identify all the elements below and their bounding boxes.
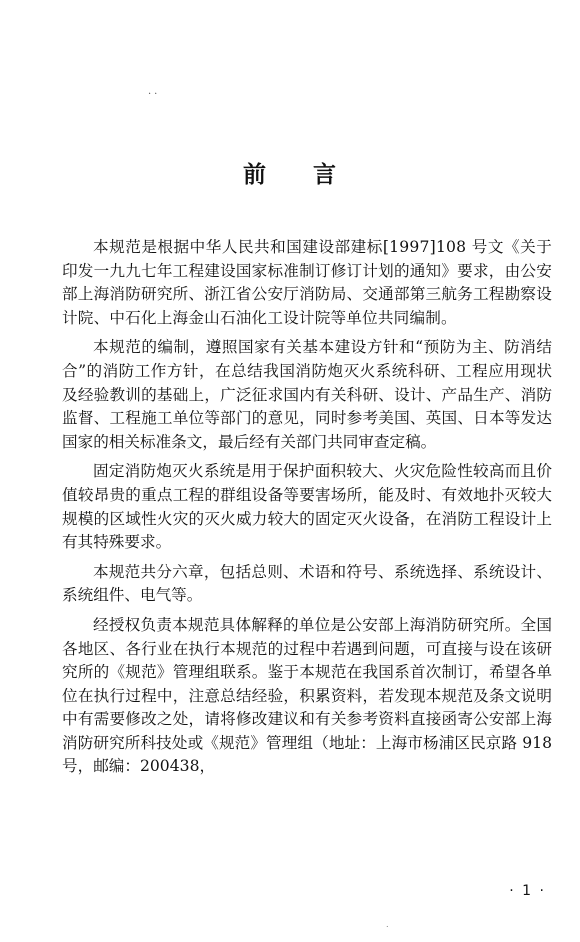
paragraph-3: 固定消防炮灭火系统是用于保护面积较大、火灾危险性较高而且价值较昂贵的重点工程的群组设备等要害场所，能及时、有效地扑灭较大规模的区域性火灾的灭火威力较大的固定灭火设备，在消防工程设计上有其特殊要求。 [62, 462, 552, 552]
scan-speck: . [386, 920, 389, 929]
paragraph-1: 本规范是根据中华人民共和国建设部建标[1997]108 号文《关于印发一九九七年工程建设国家标准制订修订计划的通知》要求，由公安部上海消防研究所、浙江省公安厅消防局、交通部第三航务工程勘察设计院、中石化上海金山石油化工设计院等单位共同编制。 [62, 238, 552, 327]
title-char-2: 言 [313, 162, 337, 188]
paragraph-2: 本规范的编制，遵照国家有关基本建设方针和“预防为主、防消结合”的消防工作方针，在总结我国消防炮灭火系统科研、工程应用现状及经验教训的基础上，广泛征求国内有关科研、设计、产品生产、消防监督、工程施工单位等部门的意见，同时参考美国、英国、日本等发达国家的相关标准条文，最后经有关部门共同审查定稿。 [62, 338, 552, 451]
paragraph-4: 本规范共分六章，包括总则、术语和符号、系统选择、系统设计、系统组件、电气等。 [62, 562, 552, 605]
page-title [0, 156, 580, 189]
title-char-1: 前 [243, 162, 267, 188]
paragraph-5: 经授权负责本规范具体解释的单位是公安部上海消防研究所。全国各地区、各行业在执行本规范的过程中若遇到问题，可直接与设在该研究所的《规范》管理组联系。鉴于本规范在我国系首次制订，希望各单位在执行过程中，注意总结经验，积累资料，若发现本规范及条文说明中有需要修改之处，请将修改建议和有关参考资料直接函寄公安部上海消防研究所科技处或《规范》管理组（地址：上海市杨浦区民京路 918 号，邮编：200438， [62, 615, 552, 776]
document-body [62, 236, 552, 785]
page-number: · 1 · [509, 883, 546, 899]
top-specks: .. [148, 86, 161, 97]
